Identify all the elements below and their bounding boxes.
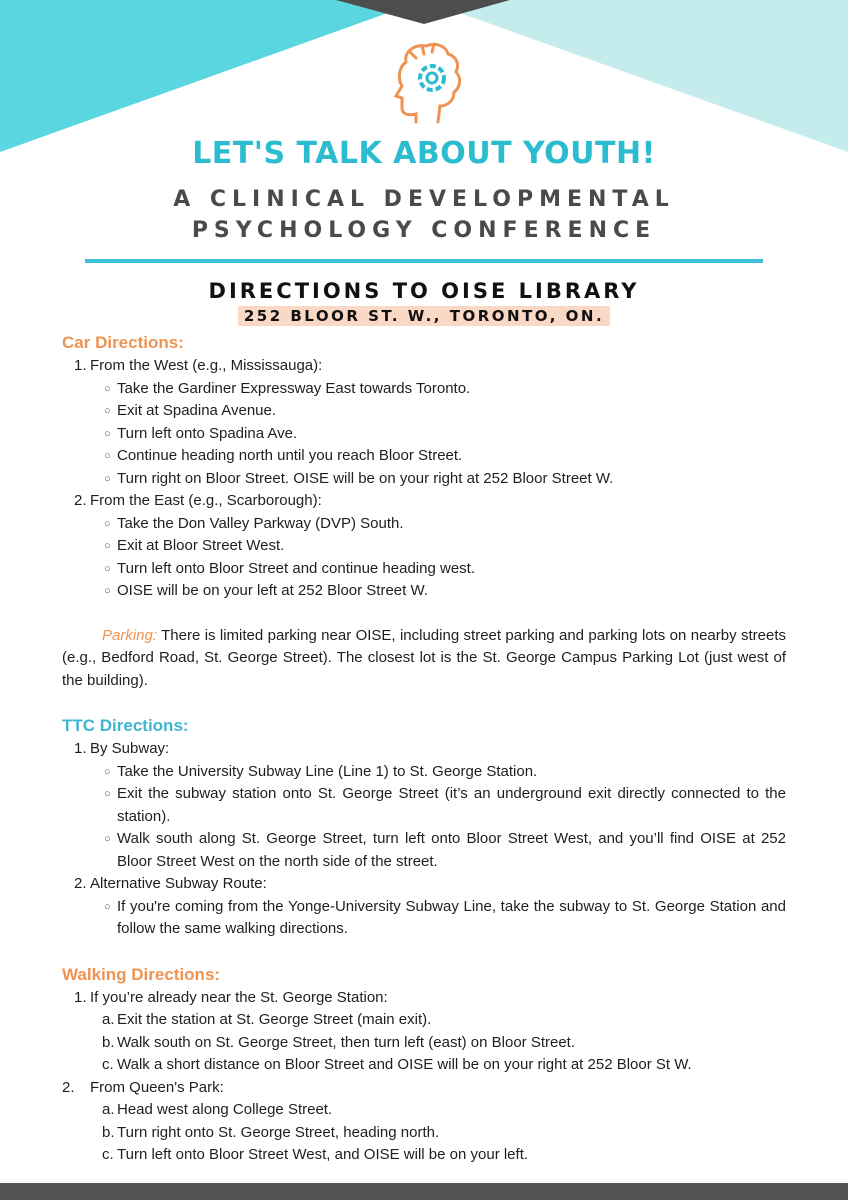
teal-triangle-left — [0, 0, 424, 152]
list-item: c. Walk a short distance on Bloor Street and OISE will be on your right at 252 Bloor St W. — [102, 1056, 692, 1073]
head-gear-logo — [376, 38, 472, 128]
list-item: 1. From the West (e.g., Mississauga): — [74, 357, 323, 374]
list-item: ○ OISE will be on your left at 252 Bloor Street W. — [104, 582, 428, 599]
directions-content — [62, 331, 786, 1167]
list-item: ○ Exit at Bloor Street West. — [104, 537, 285, 554]
list-item: 1. By Subway: — [74, 740, 170, 757]
list-item: 1. If you’re already near the St. George Station: — [74, 988, 388, 1006]
conference-subtitle-line2: PSYCHOLOGY CONFERENCE — [191, 218, 657, 243]
list-item: 2. Alternative Subway Route: — [74, 875, 267, 892]
conference-subtitle-line1: A CLINICAL DEVELOPMENTAL — [173, 187, 675, 212]
ttc-heading: TTC Directions: — [62, 716, 189, 735]
list-item: ○ Turn left onto Bloor Street and continue heading west. — [104, 559, 476, 577]
footer-bar — [0, 1183, 848, 1200]
list-item: ○ Turn left onto Spadina Ave. — [104, 424, 298, 442]
list-item: ○ Exit at Spadina Avenue. — [104, 402, 277, 419]
list-item: ○ If you're coming from the Yonge-University Subway Line, take the subway to St. George Station and follow the same walking directions. — [104, 897, 786, 937]
mint-triangle-right — [424, 0, 848, 152]
car-heading: Car Directions: — [62, 333, 184, 352]
list-item: c. Turn left onto Bloor Street West, and OISE will be on your left. — [102, 1146, 529, 1163]
list-item: ○ Take the University Subway Line (Line 1) to St. George Station. — [104, 762, 538, 780]
directions-title: DIRECTIONS TO OISE LIBRARY — [208, 279, 640, 303]
parking-paragraph: Parking: There is limited parking near OISE, including street parking and parking lots on nearby streets (e.g., Bedford Road, St. George Street). The closest lot is the St. George Campus Parking Lot (just west of the building). — [62, 626, 786, 689]
list-item: ○ Take the Gardiner Expressway East towards Toronto. — [104, 379, 471, 397]
walking-heading: Walking Directions: — [62, 964, 221, 984]
divider-rule — [85, 259, 763, 263]
list-item: ○ Continue heading north until you reach Bloor Street. — [104, 447, 463, 464]
list-item: a. Exit the station at St. George Street (main exit). — [102, 1011, 432, 1028]
list-item: b. Turn right onto St. George Street, heading north. — [102, 1123, 440, 1141]
list-item: ○ Take the Don Valley Parkway (DVP) South. — [104, 514, 404, 532]
list-item: b. Walk south on St. George Street, then turn left (east) on Bloor Street. — [102, 1033, 576, 1051]
list-item: 2. From the East (e.g., Scarborough): — [74, 492, 322, 509]
list-item: ○ Walk south along St. George Street, turn left onto Bloor Street West, and you’ll find OISE at 252 Bloor Street West on the north side of the street. — [104, 830, 786, 870]
list-item: ○ Exit the subway station onto St. George Street (it’s an underground exit directly connected to the station). — [104, 785, 786, 825]
address-highlight: 252 BLOOR ST. W., TORONTO, ON. — [238, 306, 610, 326]
list-item: ○ Turn right on Bloor Street. OISE will be on your right at 252 Bloor Street W. — [104, 469, 614, 487]
list-item: a. Head west along College Street. — [102, 1101, 333, 1118]
conference-title: LET'S TALK ABOUT YOUTH! — [192, 136, 656, 171]
list-item: 2. From Queen's Park: — [62, 1078, 224, 1096]
